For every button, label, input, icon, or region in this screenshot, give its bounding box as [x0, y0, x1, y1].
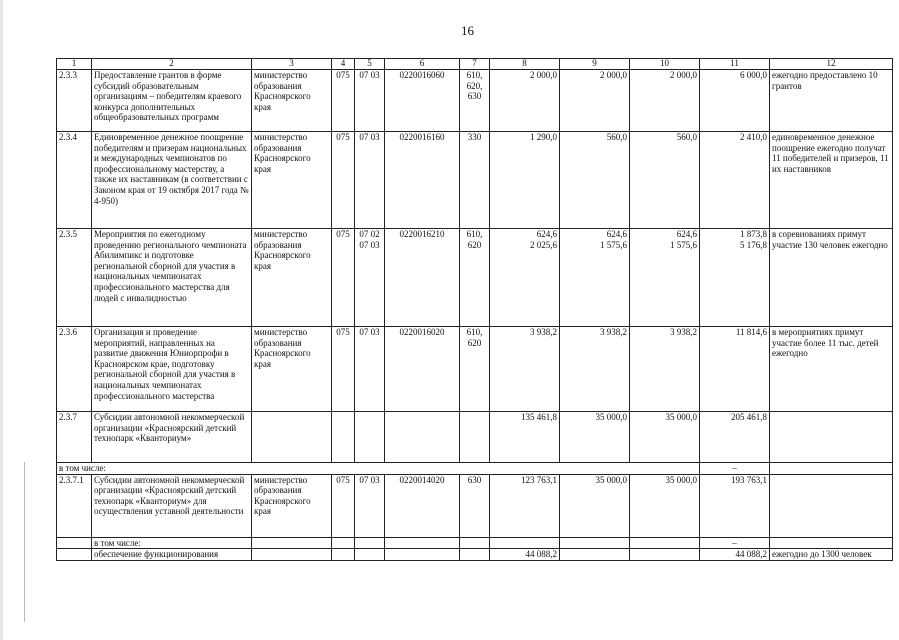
- row-result: ежегодно до 1300 человек: [770, 549, 893, 561]
- row-year2: 3 938,2: [560, 327, 630, 412]
- row-grbs: 075: [332, 229, 355, 327]
- row-year2: 35 000,0: [560, 474, 630, 537]
- row-vr: 630: [460, 474, 490, 537]
- row-number: [57, 537, 92, 549]
- row-name: Предоставление грантов в форме субсидий образовательным организациям – победителям краевого конкурса дополнительных общеобразовательных программ: [92, 70, 252, 132]
- row-year2: [560, 229, 630, 327]
- row-total: –: [700, 537, 770, 549]
- header-cell: 3: [252, 59, 332, 70]
- row-rzpr: [355, 229, 385, 327]
- row-name: Организация и проведение мероприятий, направленных на развитие движения Юниорпрофи в Красноярском крае, подготовку региональной сборной для участия в национальных чемпионатах профессионального мастерства: [92, 327, 252, 412]
- row-name: Субсидии автономной некоммерческой организации «Красноярский детский технопарк «Кванториум»: [92, 412, 252, 463]
- header-cell: 11: [700, 59, 770, 70]
- row-total: 44 088,2: [700, 549, 770, 561]
- row-name: Единовременное денежное поощрение победителям и призерам национальных и международных чемпионатов по профессиональному мастерству, а также их наставникам (в соответствии с Законом края от 19 октября 2017 года № 4-950): [92, 132, 252, 229]
- row-total: 205 461,8: [700, 412, 770, 463]
- row-year3: 560,0: [630, 132, 700, 229]
- table-row: [57, 412, 893, 463]
- table-row: [57, 70, 893, 132]
- row-executor: министерство образования Красноярского края: [252, 70, 332, 132]
- table-row: [57, 549, 893, 561]
- row-name: Мероприятия по ежегодному проведению регионального чемпионата Абилимпикс и подготовке региональной сборной для участия в национальных чемпионатах профессионального мастерства для людей с инвалидностью: [92, 229, 252, 327]
- row-result: [770, 412, 893, 463]
- row-rzpr-a: 07 02: [359, 229, 380, 239]
- row-result: в соревнованиях примут участие 130 человек ежегодно: [770, 229, 893, 327]
- header-cell: 8: [490, 59, 560, 70]
- row-rzpr: 07 03: [355, 474, 385, 537]
- row-grbs: 075: [332, 70, 355, 132]
- row-vr: [460, 549, 490, 561]
- row-total: [700, 229, 770, 327]
- row-number: 2.3.7.1: [57, 474, 92, 537]
- row-subtotal-label: в том числе:: [92, 537, 252, 549]
- row-total: 11 814,6: [700, 327, 770, 412]
- header-cell: 1: [57, 59, 92, 70]
- row-subitem-label: обеспечение функционирования: [92, 549, 252, 561]
- table-row: [57, 229, 893, 327]
- row-year1: 123 763,1: [490, 474, 560, 537]
- row-executor: министерство образования Красноярского края: [252, 132, 332, 229]
- row-number: [57, 549, 92, 561]
- row-grbs: [332, 537, 355, 549]
- row-result: единовременное денежное поощрение ежегодно получат 11 победителей и призеров, 11 их наставников: [770, 132, 893, 229]
- row-year3-b: 1 575,6: [670, 239, 697, 250]
- row-total: –: [700, 463, 770, 475]
- scan-mark: [24, 462, 25, 622]
- row-rzpr: [355, 412, 385, 463]
- row-year2: [560, 549, 630, 561]
- row-executor: [252, 537, 332, 549]
- row-number: 2.3.7: [57, 412, 92, 463]
- row-year2: 2 000,0: [560, 70, 630, 132]
- row-year3: 2 000,0: [630, 70, 700, 132]
- row-vr: 610, 620: [460, 229, 490, 327]
- row-year3-a: 624,6: [676, 229, 697, 239]
- row-rzpr: [355, 549, 385, 561]
- header-cell: 5: [355, 59, 385, 70]
- table-row: [57, 132, 893, 229]
- row-executor: министерство образования Красноярского края: [252, 327, 332, 412]
- row-year1-a: 624,6: [536, 229, 557, 239]
- header-cell: 2: [92, 59, 252, 70]
- row-csr: [385, 549, 460, 561]
- row-total-a: 1 873,8: [740, 229, 767, 239]
- header-cell: 4: [332, 59, 355, 70]
- row-vr: 330: [460, 132, 490, 229]
- row-result: в мероприятиях примут участие более 11 тыс. детей ежегодно: [770, 327, 893, 412]
- row-year1: 1 290,0: [490, 132, 560, 229]
- row-year3: 35 000,0: [630, 474, 700, 537]
- row-year3: [630, 549, 700, 561]
- row-subtotal-label: в том числе:: [57, 463, 700, 475]
- row-vr: [460, 537, 490, 549]
- page-number: 16: [461, 23, 474, 38]
- row-grbs: [332, 412, 355, 463]
- row-csr: [385, 412, 460, 463]
- row-result: [770, 463, 893, 475]
- row-grbs: 075: [332, 474, 355, 537]
- table-row: [57, 327, 893, 412]
- row-rzpr-b: 07 03: [359, 239, 380, 250]
- row-total-b: 5 176,8: [740, 239, 767, 250]
- row-number: 2.3.6: [57, 327, 92, 412]
- row-result: ежегодно предоставлено 10 грантов: [770, 70, 893, 132]
- row-executor: [252, 412, 332, 463]
- row-csr: 0220016160: [385, 132, 460, 229]
- row-name: Субсидии автономной некоммерческой организации «Красноярский детский технопарк «Кванториум» для осуществления уставной деятельности: [92, 474, 252, 537]
- row-executor: [252, 549, 332, 561]
- row-csr: 0220016020: [385, 327, 460, 412]
- row-vr: [460, 412, 490, 463]
- table-row: [57, 537, 893, 549]
- row-number: 2.3.5: [57, 229, 92, 327]
- row-year3: [630, 229, 700, 327]
- row-year3: [630, 537, 700, 549]
- row-csr: 0220016210: [385, 229, 460, 327]
- row-year1: 2 000,0: [490, 70, 560, 132]
- header-cell: 9: [560, 59, 630, 70]
- row-total: 6 000,0: [700, 70, 770, 132]
- row-rzpr: 07 03: [355, 70, 385, 132]
- header-row: [57, 59, 893, 70]
- row-year3: 35 000,0: [630, 412, 700, 463]
- header-cell: 7: [460, 59, 490, 70]
- row-year1: 44 088,2: [490, 549, 560, 561]
- row-executor: министерство образования Красноярского края: [252, 229, 332, 327]
- row-rzpr: [355, 537, 385, 549]
- row-total: 193 763,1: [700, 474, 770, 537]
- row-total: 2 410,0: [700, 132, 770, 229]
- row-year2: [560, 537, 630, 549]
- row-csr: [385, 537, 460, 549]
- row-year2: 35 000,0: [560, 412, 630, 463]
- row-year2-a: 624,6: [606, 229, 627, 239]
- row-year1: [490, 229, 560, 327]
- budget-table: [56, 58, 893, 561]
- row-grbs: [332, 549, 355, 561]
- row-year1: 3 938,2: [490, 327, 560, 412]
- row-number: 2.3.4: [57, 132, 92, 229]
- row-grbs: 075: [332, 132, 355, 229]
- row-executor: министерство образования Красноярского края: [252, 474, 332, 537]
- row-result: [770, 537, 893, 549]
- row-vr: 610, 620, 630: [460, 70, 490, 132]
- row-number: 2.3.3: [57, 70, 92, 132]
- header-cell: 6: [385, 59, 460, 70]
- row-year2: 560,0: [560, 132, 630, 229]
- row-year1: 135 461,8: [490, 412, 560, 463]
- row-year3: 3 938,2: [630, 327, 700, 412]
- row-csr: 0220016060: [385, 70, 460, 132]
- header-cell: 12: [770, 59, 893, 70]
- row-result: [770, 474, 893, 537]
- table-row: [57, 474, 893, 537]
- row-rzpr: 07 03: [355, 132, 385, 229]
- header-cell: 10: [630, 59, 700, 70]
- row-year1-b: 2 025,6: [530, 239, 557, 250]
- scan-edge: [0, 0, 3, 640]
- row-year1: [490, 537, 560, 549]
- row-vr: 610, 620: [460, 327, 490, 412]
- row-rzpr: 07 03: [355, 327, 385, 412]
- table-row: [57, 463, 893, 475]
- row-year2-b: 1 575,6: [600, 239, 627, 250]
- row-csr: 0220014020: [385, 474, 460, 537]
- row-grbs: 075: [332, 327, 355, 412]
